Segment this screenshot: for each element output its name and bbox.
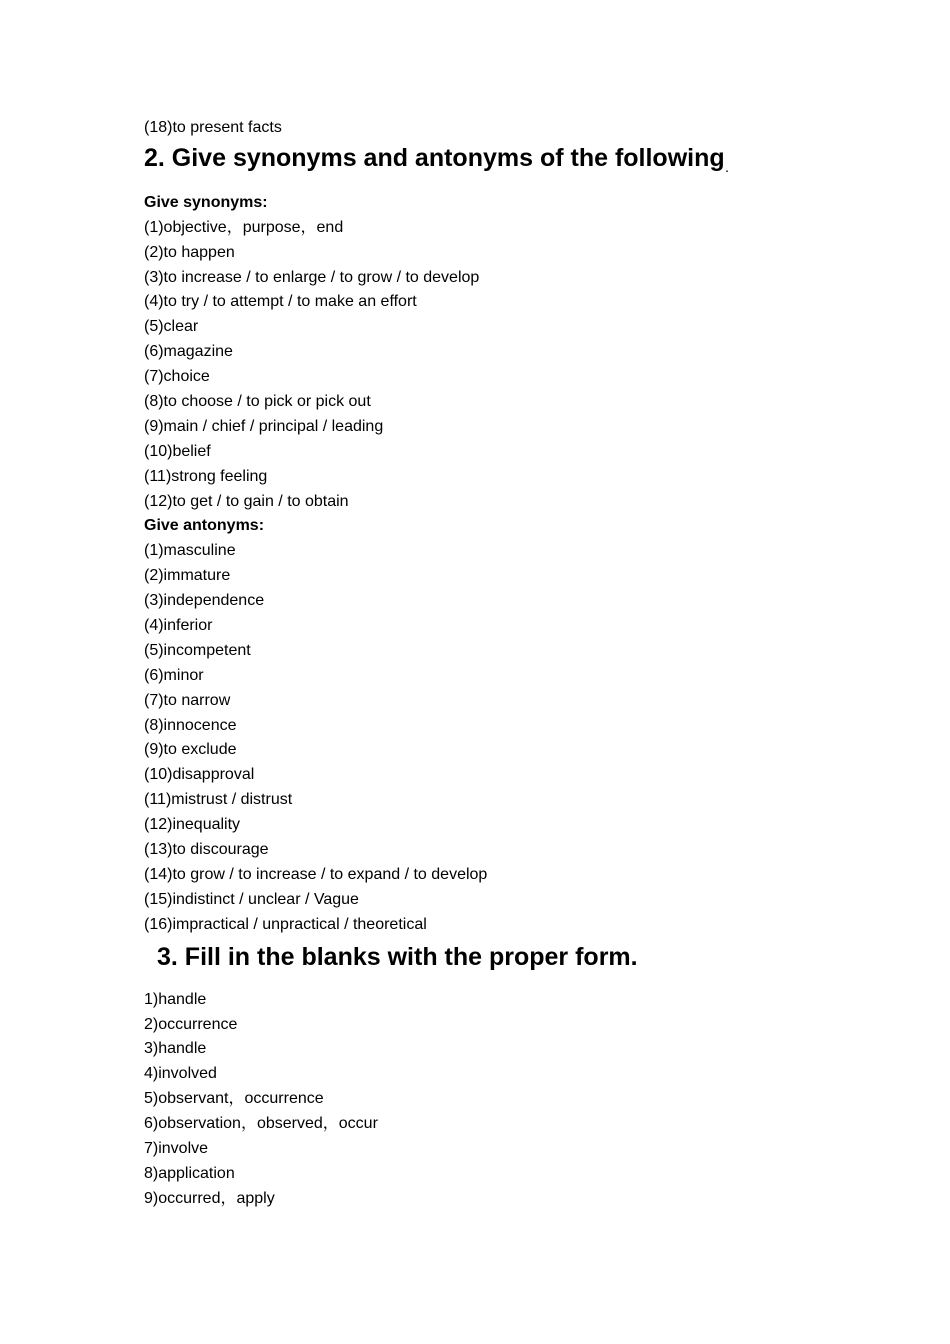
list-item: 8)application: [144, 1164, 235, 1182]
list-item: (13)to discourage: [144, 841, 269, 859]
list-item: 6)observation，observed，occur: [144, 1115, 378, 1133]
section-3-heading: 3. Fill in the blanks with the proper form.: [157, 942, 638, 971]
intro-line: (18)to present facts: [144, 119, 282, 136]
list-item: (2)immature: [144, 567, 231, 585]
list-item: 4)involved: [144, 1065, 217, 1083]
list-item: 2)occurrence: [144, 1015, 238, 1033]
list-item: (1)objective，purpose，end: [144, 218, 344, 236]
list-item: (7)to narrow: [144, 691, 231, 709]
list-item: 9)occurred，apply: [144, 1189, 275, 1207]
list-item: (4)to try / to attempt / to make an effort: [144, 293, 417, 311]
list-item: (10)disapproval: [144, 766, 255, 784]
list-item: (8)innocence: [144, 716, 237, 734]
list-item: (3)independence: [144, 592, 265, 610]
list-item: (2)to happen: [144, 243, 235, 261]
list-item: (14)to grow / to increase / to expand / to develop: [144, 865, 488, 883]
list-item: (5)incompetent: [144, 641, 251, 659]
list-item: (9)to exclude: [144, 741, 237, 759]
list-item: (11)strong feeling: [144, 467, 268, 485]
synonyms-list: [144, 216, 844, 515]
list-item: (12)to get / to gain / to obtain: [144, 492, 349, 510]
synonyms-label: Give synonyms:: [144, 193, 268, 211]
antonyms-list: [144, 539, 844, 937]
list-item: (6)minor: [144, 666, 204, 684]
antonyms-label: Give antonyms:: [144, 517, 265, 535]
list-item: (8)to choose / to pick or pick out: [144, 393, 371, 411]
list-item: (11)mistrust / distrust: [144, 791, 293, 809]
section-2-heading-period: .: [725, 163, 729, 175]
list-item: 1)handle: [144, 990, 207, 1008]
list-item: 3)handle: [144, 1040, 207, 1058]
fill-in-answers-list: [144, 988, 844, 1212]
list-item: (15)indistinct / unclear / Vague: [144, 890, 359, 908]
list-item: (12)inequality: [144, 816, 241, 834]
section-2-heading-text: 2. Give synonyms and antonyms of the following: [144, 143, 725, 172]
list-item: (10)belief: [144, 442, 211, 460]
list-item: (9)main / chief / principal / leading: [144, 417, 384, 435]
section-2-heading: [144, 141, 844, 191]
list-item: (4)inferior: [144, 617, 213, 635]
list-item: (6)magazine: [144, 343, 233, 361]
list-item: (16)impractical / unpractical / theoretical: [144, 915, 427, 933]
list-item: 5)observant，occurrence: [144, 1090, 324, 1108]
list-item: (5)clear: [144, 318, 199, 336]
list-item: (3)to increase / to enlarge / to grow / to develop: [144, 268, 480, 286]
list-item: 7)involve: [144, 1139, 209, 1157]
document-page: [144, 116, 844, 1212]
list-item: (7)choice: [144, 368, 210, 386]
list-item: (1)masculine: [144, 542, 236, 560]
